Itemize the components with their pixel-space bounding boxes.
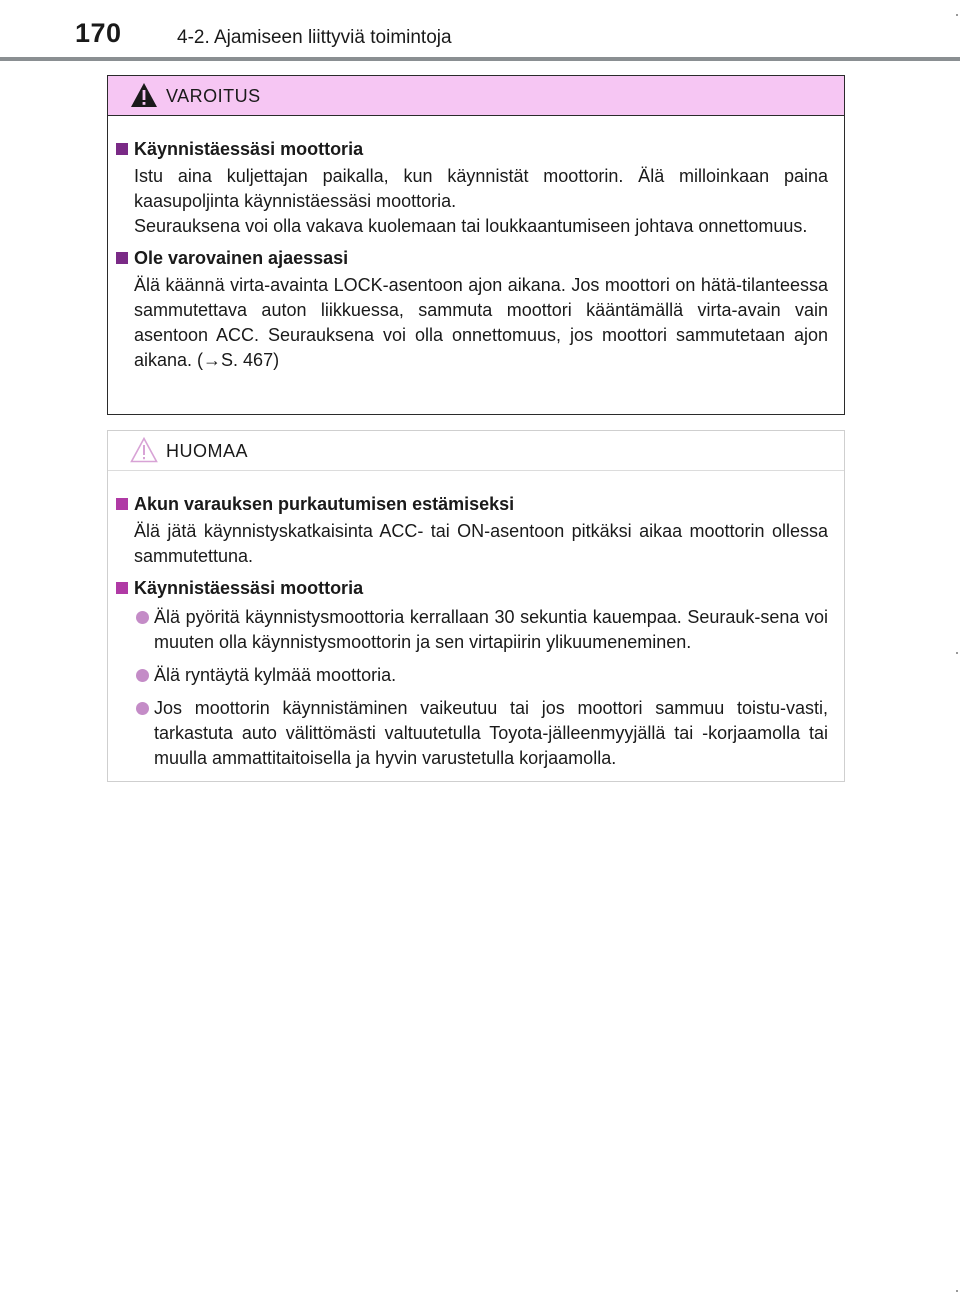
edge-mark (956, 1290, 958, 1292)
list-item: Jos moottorin käynnistäminen vaikeutuu tai jos moottori sammuu toistu-vasti, tarkastuta auto välittömästi valtuutetulla Toyota-jälleenmyyjällä tai -korjaamolla tai muulla ammattitaitoisella ja hyvin varustetulla korjaamolla. (116, 696, 828, 771)
notice-box-header (108, 431, 844, 471)
square-bullet-icon (116, 582, 128, 594)
notice-paragraph: Älä jätä käynnistyskatkaisinta ACC- tai ON-asentoon pitkäksi aikaa moottorin ollessa sammutettuna. (134, 521, 828, 566)
warning-box-header (108, 76, 844, 116)
notice-item-title: Akun varauksen purkautumisen estämiseksi (116, 491, 828, 517)
caution-triangle-icon (130, 437, 158, 463)
warning-box (107, 75, 845, 415)
square-bullet-icon (116, 252, 128, 264)
section-title: 4-2. Ajamiseen liittyviä toimintoja (177, 27, 452, 48)
page-header (0, 0, 960, 62)
warning-triangle-icon (130, 82, 158, 108)
warning-body (108, 116, 844, 373)
warning-paragraph: Seurauksena voi olla vakava kuolemaan tai loukkaantumiseen johtava onnettomuus. (134, 216, 808, 236)
warning-item-title: Käynnistäessäsi moottoria (116, 136, 828, 162)
round-bullet-icon (136, 669, 149, 682)
edge-mark (956, 14, 958, 16)
edge-mark (956, 652, 958, 654)
square-bullet-icon (116, 143, 128, 155)
square-bullet-icon (116, 498, 128, 510)
notice-box (107, 430, 845, 782)
list-item: Älä pyöritä käynnistysmoottoria kerrallaan 30 sekuntia kauempaa. Seurauk-sena voi muuten olla käynnistysmoottorin ja sen virtapiirin ylikuumeneminen. (116, 605, 828, 655)
notice-body (108, 471, 844, 771)
notice-item-title: Käynnistäessäsi moottoria (116, 575, 828, 601)
warning-paragraph: Istu aina kuljettajan paikalla, kun käynnistät moottorin. Älä milloinkaan paina kaasupoljinta käynnistäessäsi moottoria. (134, 166, 828, 211)
round-bullet-icon (136, 611, 149, 624)
list-item: Älä ryntäytä kylmää moottoria. (116, 663, 828, 688)
warning-paragraph: Älä käännä virta-avainta LOCK-asentoon ajon aikana. Jos moottori on hätä-tilanteessa sammutettava auton liikkuessa, sammuta moottori kääntämällä virta-avain vain asentoon ACC. Seurauksena voi olla onnettomuus, jos moottori sammutetaan ajon aikana. (→S. 467) (134, 275, 828, 370)
notice-label: HUOMAA (166, 441, 249, 461)
warning-label: VAROITUS (166, 86, 261, 106)
page-number: 170 (75, 18, 122, 48)
header-rule (0, 57, 960, 61)
warning-item-title: Ole varovainen ajaessasi (116, 245, 828, 271)
round-bullet-icon (136, 702, 149, 715)
